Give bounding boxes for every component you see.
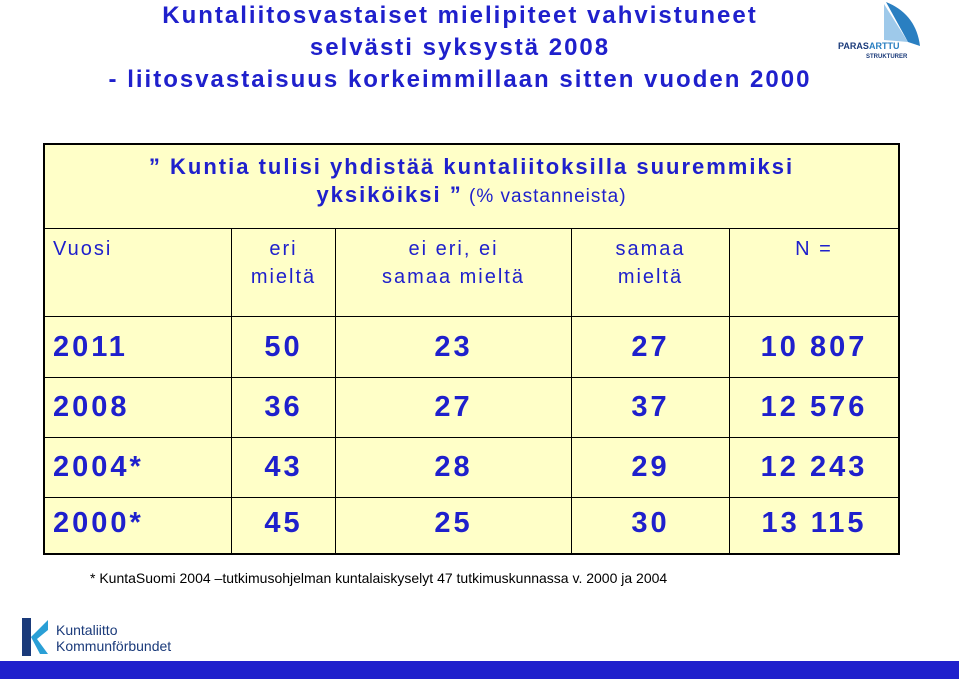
logo-word-strukturer: STRUKTURER xyxy=(866,54,908,60)
table-cell-n: 13 115 xyxy=(761,507,867,539)
table-cell-disagree: 43 xyxy=(232,437,336,497)
col-header-neutral-line2: samaa mieltä xyxy=(382,266,525,288)
question-line-1: ” Kuntia tulisi yhdistää kuntaliitoksilla suuremmiksi xyxy=(148,154,795,179)
kuntaliitto-logo-line2: Kommunförbundet xyxy=(56,638,172,654)
table-cell-year: 2008 xyxy=(45,377,232,437)
table-cell-disagree: 45 xyxy=(232,493,336,553)
col-header-disagree-line2: mieltä xyxy=(250,266,317,288)
col-header-disagree-line1: eri xyxy=(269,238,298,260)
kuntaliitto-logo-line1: Kuntaliitto xyxy=(56,622,118,638)
col-header-agree-line2: mieltä xyxy=(617,266,684,288)
col-header-agree-line1: samaa xyxy=(615,238,686,260)
table-cell-neutral: 27 xyxy=(336,377,572,437)
col-header-agree xyxy=(572,229,730,317)
col-header-neutral xyxy=(336,229,572,317)
logo-word-arttu: ARTTU xyxy=(869,41,900,51)
table-cell-disagree: 50 xyxy=(232,317,336,377)
col-header-disagree xyxy=(232,229,336,317)
table-cell-n: 12 576 xyxy=(760,391,868,423)
col-header-n xyxy=(730,229,898,317)
question-line-2-wrap xyxy=(45,181,898,211)
results-table xyxy=(43,143,900,555)
survey-question xyxy=(45,153,898,211)
col-header-year xyxy=(45,229,232,317)
table-cell-neutral: 25 xyxy=(336,493,572,553)
table-cell-year: 2004* xyxy=(45,437,232,497)
table-cell-year: 2011 xyxy=(45,317,232,377)
table-cell-agree: 29 xyxy=(572,437,730,497)
question-line-2: yksiköiksi ” xyxy=(316,182,463,207)
page-title xyxy=(20,0,900,96)
table-cell-n: 10 807 xyxy=(760,331,868,363)
logo-word-paras: PARAS xyxy=(838,41,869,51)
paras-arttu-logo xyxy=(836,2,922,62)
table-cell-neutral: 28 xyxy=(336,437,572,497)
table-cell-agree: 27 xyxy=(572,317,730,377)
col-header-n-label: N = xyxy=(795,238,833,260)
footnote: * KuntaSuomi 2004 –tutkimusohjelman kuntalaiskyselyt 47 tutkimuskunnassa v. 2000 ja 2004 xyxy=(90,570,668,586)
kuntaliitto-logo-icon xyxy=(22,618,50,656)
kuntaliitto-logo-text xyxy=(56,622,171,654)
table-question-header xyxy=(45,145,898,229)
table-cell-agree: 30 xyxy=(572,493,730,553)
col-header-neutral-line1: ei eri, ei xyxy=(408,238,499,260)
table-cell-disagree: 36 xyxy=(232,377,336,437)
col-header-year-label: Vuosi xyxy=(53,238,113,260)
table-cell-year: 2000* xyxy=(45,493,232,553)
table-cell-n: 12 243 xyxy=(760,451,868,483)
footer-bar xyxy=(0,661,959,679)
table-cell-neutral: 23 xyxy=(336,317,572,377)
title-line-1: Kuntaliitosvastaiset mielipiteet vahvistuneet xyxy=(162,2,758,29)
title-line-2: selvästi syksystä 2008 xyxy=(309,34,611,61)
table-cell-agree: 37 xyxy=(572,377,730,437)
title-line-3: - liitosvastaisuus korkeimmillaan sitten vuoden 2000 xyxy=(108,66,812,93)
question-unit: (% vastanneista) xyxy=(462,186,627,207)
